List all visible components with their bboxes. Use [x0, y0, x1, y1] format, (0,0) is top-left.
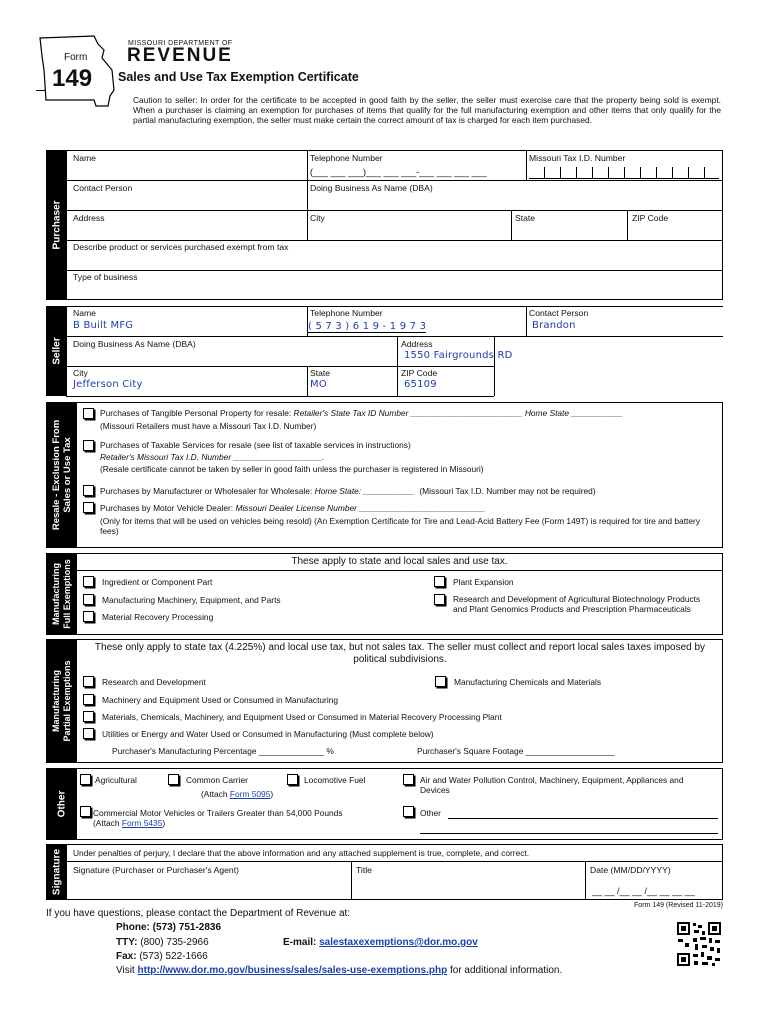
- questions-text: If you have questions, please contact the Department of Revenue at:: [46, 908, 351, 919]
- machinery-consumed-label: Machinery and Equipment Used or Consumed in Manufacturing: [102, 695, 339, 705]
- manufacturing-partial-heading: These only apply to state tax (4.225%) and local use tax, but not sales tax. The seller must collect and report local sales taxes imposed by political subdivisions.: [94, 642, 706, 665]
- seller-state-label: State: [310, 368, 331, 378]
- ingredient-checkbox[interactable]: [83, 576, 94, 587]
- other-label: Other: [420, 808, 441, 818]
- form-label: Form: [64, 52, 88, 63]
- form-5095-link[interactable]: Form 5095: [229, 789, 271, 799]
- seller-state-input[interactable]: MO: [310, 379, 327, 390]
- qr-code-icon[interactable]: [676, 921, 722, 967]
- seller-phone-input[interactable]: ( 5 7 3 ) 6 1 9 - 1 9 7 3: [308, 321, 427, 332]
- form-5435-link[interactable]: Form 5435: [121, 818, 163, 828]
- seller-contact-label: Contact Person: [529, 308, 589, 318]
- purchaser-city-label: City: [310, 213, 325, 223]
- agricultural-checkbox[interactable]: [80, 774, 91, 785]
- manufacturing-full-heading: These apply to state and local sales and use tax.: [291, 556, 508, 567]
- seller-zip-label: ZIP Code: [401, 368, 438, 378]
- seller-address-label: Address: [401, 339, 433, 349]
- date-label: Date (MM/DD/YYYY): [590, 865, 671, 875]
- resale-tangible-note: (Missouri Retailers must have a Missouri Tax I.D. Number): [100, 421, 317, 431]
- purchaser-describe-label: Describe product or services purchased exempt from tax: [73, 242, 289, 252]
- website-link[interactable]: http://www.dor.mo.gov/business/sales/sales-use-exemptions.php: [137, 965, 448, 976]
- resale-services-checkbox[interactable]: [83, 440, 94, 451]
- email-link[interactable]: salestaxexemptions@dor.mo.gov: [319, 937, 478, 948]
- machinery-consumed-checkbox[interactable]: [83, 694, 94, 705]
- purchaser-city-input[interactable]: [310, 224, 506, 238]
- purchaser-address-input[interactable]: [70, 224, 302, 238]
- caution-text: Caution to seller: In order for the certificate to be accepted in good faith by the seller, the seller must exercise care that the property being sold is exempt. When a purchaser is claiming an exemption for purchases of items that qualify for the full manufacturing exemption and other items that only qualify for the partial manufacturing exemption, the seller must make certain the correct amount of tax is charged for each item purchased.: [133, 95, 721, 125]
- seller-address-input[interactable]: 1550 Fairgrounds RD: [404, 350, 513, 361]
- purchaser-describe-input[interactable]: [70, 254, 718, 268]
- email-line: E-mail: salestaxexemptions@dor.mo.gov: [283, 937, 478, 948]
- commercial-vehicles-checkbox[interactable]: [80, 806, 91, 817]
- resale-services-taxid: Retailer's Missouri Tax I.D. Number ___________________.: [100, 452, 325, 462]
- tty-line: TTY: (800) 735-2966: [116, 937, 209, 948]
- resale-section-tab: Resale - Exclusion From Sales or Use Tax: [46, 402, 77, 548]
- ingredient-label: Ingredient or Component Part: [102, 577, 213, 587]
- seller-city-label: City: [73, 368, 88, 378]
- seller-city-input[interactable]: Jefferson City: [73, 379, 143, 390]
- square-footage-field[interactable]: Purchaser's Square Footage ___________________: [417, 746, 615, 756]
- seller-phone-label: Telephone Number: [310, 308, 383, 318]
- title-label: Title: [356, 865, 372, 875]
- perjury-declaration: Under penalties of perjury, I declare that the above information and any attached supplement is true, complete, and correct.: [73, 848, 530, 858]
- resale-tangible-text: Purchases of Tangible Personal Property for resale: Retailer's State Tax ID Number ________________________ Home State ___________: [100, 408, 623, 418]
- seller-section-tab: Seller: [46, 306, 67, 396]
- form-title: Sales and Use Tax Exemption Certificate: [118, 70, 359, 84]
- seller-name-input[interactable]: B Built MFG: [73, 320, 134, 331]
- commercial-vehicles-label: Commercial Motor Vehicles or Trailers Greater than 54,000 Pounds (Attach Form 5435): [93, 808, 343, 828]
- purchaser-contact-label: Contact Person: [73, 183, 133, 193]
- purchaser-zip-input[interactable]: [632, 224, 718, 238]
- machinery-label: Manufacturing Machinery, Equipment, and Parts: [102, 595, 281, 605]
- signature-input[interactable]: [70, 878, 346, 898]
- resale-dealer-note: (Only for items that will be used on vehicles being resold) (An Exemption Certificate for Tire and Lead-Acid Battery Fee (Form 149T) is required for tire and battery fees): [100, 516, 701, 536]
- locomotive-fuel-checkbox[interactable]: [287, 774, 298, 785]
- chemicals-checkbox[interactable]: [435, 676, 446, 687]
- materials-recovery-label: Materials, Chemicals, Machinery, and Equipment Used or Consumed in Material Recovery Processing Plant: [102, 712, 502, 722]
- other-checkbox[interactable]: [403, 806, 414, 817]
- purchaser-dba-input[interactable]: [310, 194, 718, 208]
- material-recovery-checkbox[interactable]: [83, 611, 94, 622]
- air-water-label: Air and Water Pollution Control, Machinery, Equipment, Appliances and Devices: [420, 775, 684, 795]
- resale-tangible-checkbox[interactable]: [83, 408, 94, 419]
- research-agri-checkbox[interactable]: [434, 594, 445, 605]
- purchaser-zip-label: ZIP Code: [632, 213, 669, 223]
- locomotive-fuel-label: Locomotive Fuel: [304, 775, 366, 785]
- resale-services-text: Purchases of Taxable Services for resale (see list of taxable services in instructions): [100, 440, 411, 450]
- fax-line: Fax: (573) 522-1666: [116, 951, 208, 962]
- plant-expansion-checkbox[interactable]: [434, 576, 445, 587]
- utilities-label: Utilities or Energy and Water Used or Consumed in Manufacturing (Must complete below): [102, 729, 434, 739]
- purchaser-tax-id-label: Missouri Tax I.D. Number: [529, 153, 626, 163]
- seller-name-label: Name: [73, 308, 96, 318]
- form-number: 149: [52, 65, 93, 92]
- purchaser-address-label: Address: [73, 213, 105, 223]
- manufacturing-partial-section-tab: Manufacturing Partial Exemptions: [46, 639, 77, 763]
- plant-expansion-label: Plant Expansion: [453, 577, 514, 587]
- purchaser-dba-label: Doing Business As Name (DBA): [310, 183, 433, 193]
- purchaser-name-input[interactable]: [70, 164, 302, 178]
- purchaser-state-label: State: [515, 213, 536, 223]
- purchaser-type-input[interactable]: [70, 284, 718, 298]
- other-input[interactable]: [448, 818, 718, 819]
- agency-top: MISSOURI DEPARTMENT OF: [128, 40, 233, 47]
- manufacturing-full-section-tab: Manufacturing Full Exemptions: [46, 553, 77, 635]
- research-agri-label: Research and Development of Agricultural Biotechnology Products and Plant Genomics Products and Prescription Pharmaceuticals: [453, 594, 701, 614]
- machinery-checkbox[interactable]: [83, 594, 94, 605]
- resale-dealer-checkbox[interactable]: [83, 502, 94, 513]
- research-development-checkbox[interactable]: [83, 676, 94, 687]
- purchaser-tax-id-input[interactable]: [529, 167, 719, 179]
- visit-line: Visit http://www.dor.mo.gov/business/sales/sales-use-exemptions.php for additional information.: [116, 965, 563, 976]
- common-carrier-label: Common Carrier: [186, 775, 248, 785]
- purchaser-state-input[interactable]: [515, 224, 623, 238]
- agency-logo: REVENUE: [127, 45, 233, 66]
- seller-dba-label: Doing Business As Name (DBA): [73, 339, 196, 349]
- resale-dealer-text: Purchases by Motor Vehicle Dealer: Missouri Dealer License Number ___________________________: [100, 503, 486, 513]
- materials-recovery-checkbox[interactable]: [83, 711, 94, 722]
- material-recovery-label: Material Recovery Processing: [102, 612, 214, 622]
- title-input[interactable]: [356, 878, 580, 898]
- signature-section-tab: Signature: [46, 844, 67, 900]
- resale-wholesale-text: Purchases by Manufacturer or Wholesaler for Wholesale: Home State: ___________ (Missouri Tax I.D. Number may not be required): [100, 486, 596, 496]
- utilities-checkbox[interactable]: [83, 728, 94, 739]
- purchaser-contact-input[interactable]: [70, 194, 302, 208]
- signature-label: Signature (Purchaser or Purchaser's Agent): [73, 865, 239, 875]
- purchaser-section-tab: Purchaser: [46, 150, 67, 300]
- purchaser-phone-label: Telephone Number: [310, 153, 383, 163]
- manufacturing-percentage-field[interactable]: Purchaser's Manufacturing Percentage ______________ %: [112, 746, 334, 756]
- purchaser-type-label: Type of business: [73, 272, 138, 282]
- research-development-label: Research and Development: [102, 677, 206, 687]
- air-water-checkbox[interactable]: [403, 774, 414, 785]
- date-input[interactable]: __ __ /__ __ /__ __ __ __: [592, 886, 695, 896]
- agricultural-label: Agricultural: [95, 775, 137, 785]
- seller-contact-input[interactable]: Brandon: [532, 320, 576, 331]
- seller-zip-input[interactable]: 65109: [404, 379, 437, 390]
- resale-wholesale-checkbox[interactable]: [83, 485, 94, 496]
- resale-services-note: (Resale certificate cannot be taken by seller in good faith unless the purchaser is registered in Missouri): [100, 464, 484, 474]
- chemicals-label: Manufacturing Chemicals and Materials: [454, 677, 602, 687]
- other-section-tab: Other: [46, 768, 77, 840]
- seller-dba-input[interactable]: [70, 350, 392, 364]
- phone-line: Phone: (573) 751-2836: [116, 922, 222, 933]
- purchaser-phone-input[interactable]: (___ ___ ___)___ ___ ___-___ ___ ___ ___: [310, 167, 487, 177]
- common-carrier-checkbox[interactable]: [168, 774, 179, 785]
- purchaser-name-label: Name: [73, 153, 96, 163]
- common-carrier-attach: (Attach Form 5095): [201, 789, 274, 799]
- form-revision: Form 149 (Revised 11-2019): [634, 902, 723, 909]
